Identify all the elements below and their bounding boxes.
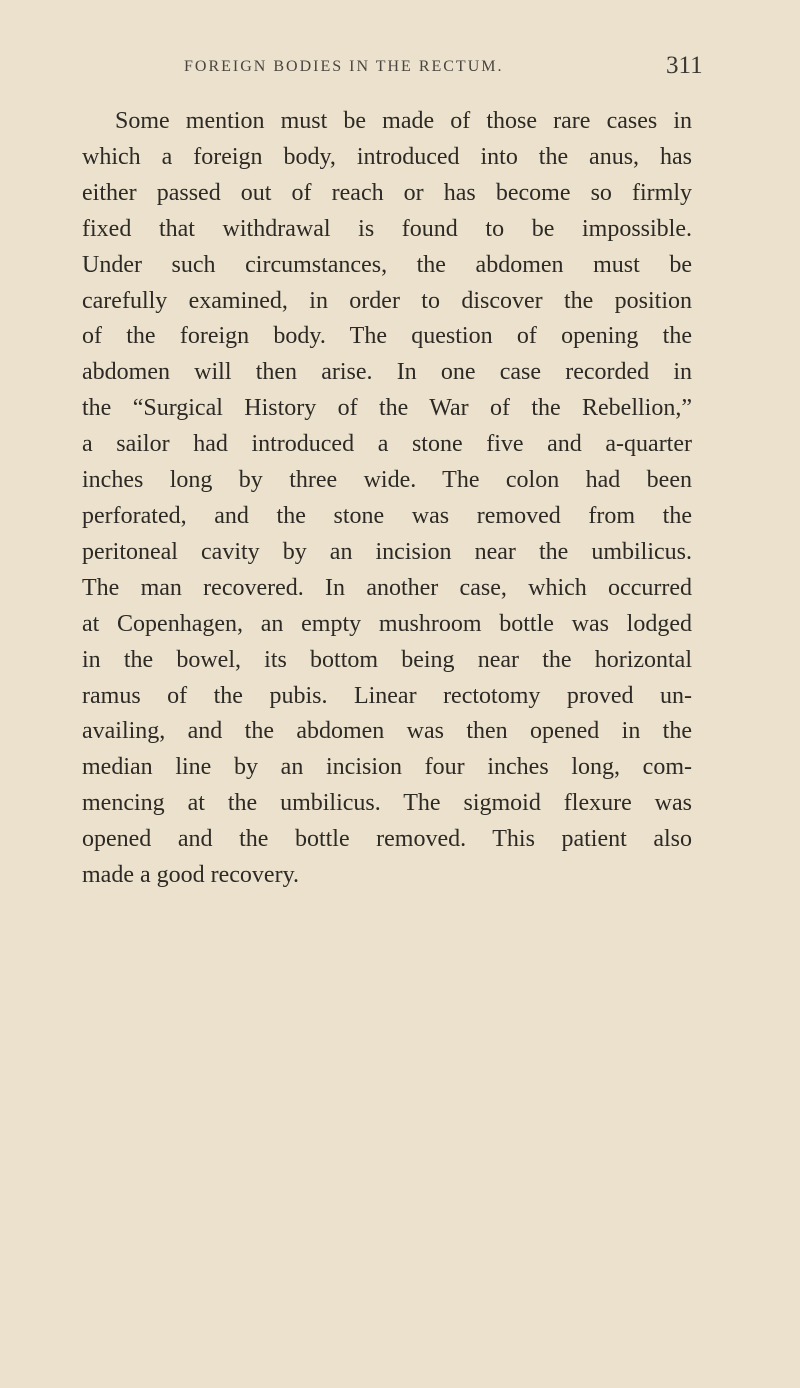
text-line: perforated, and the stone was removed from the xyxy=(82,502,692,529)
text-line: The man recovered. In another case, which occurred xyxy=(82,574,692,601)
text-line: the “Surgical History of the War of the Rebellion,” xyxy=(82,395,692,422)
text-line: of the foreign body. The question of opening the xyxy=(82,323,692,350)
text-line: either passed out of reach or has become so firmly xyxy=(82,179,692,206)
text-line: ramus of the pubis. Linear rectotomy proved un- xyxy=(82,682,692,709)
text-line: median line by an incision four inches long, com- xyxy=(82,754,692,781)
text-line: made a good recovery. xyxy=(82,862,300,889)
text-line: opened and the bottle removed. This patient also xyxy=(82,826,692,853)
text-line: peritoneal cavity by an incision near the umbilicus. xyxy=(82,538,692,565)
text-line: in the bowel, its bottom being near the horizontal xyxy=(82,646,692,673)
text-line: availing, and the abdomen was then opened in the xyxy=(82,718,692,745)
text-line: a sailor had introduced a stone five and a-quarter xyxy=(82,431,692,458)
text-line: fixed that withdrawal is found to be impossible. xyxy=(82,215,692,242)
body-paragraph xyxy=(82,104,692,894)
text-line: Some mention must be made of those rare cases in xyxy=(115,108,692,134)
running-head xyxy=(0,52,800,82)
text-line: at Copenhagen, an empty mushroom bottle was lodged xyxy=(82,610,692,637)
running-head-title: FOREIGN BODIES IN THE RECTUM. xyxy=(184,58,504,75)
text-line: Under such circumstances, the abdomen must be xyxy=(82,251,692,278)
text-line: mencing at the umbilicus. The sigmoid flexure was xyxy=(82,790,692,817)
text-line: inches long by three wide. The colon had been xyxy=(82,467,692,494)
text-line: abdomen will then arise. In one case recorded in xyxy=(82,359,692,386)
page-number: 311 xyxy=(666,52,703,79)
text-line: which a foreign body, introduced into the anus, has xyxy=(82,143,692,170)
text-line: carefully examined, in order to discover the position xyxy=(82,287,692,314)
